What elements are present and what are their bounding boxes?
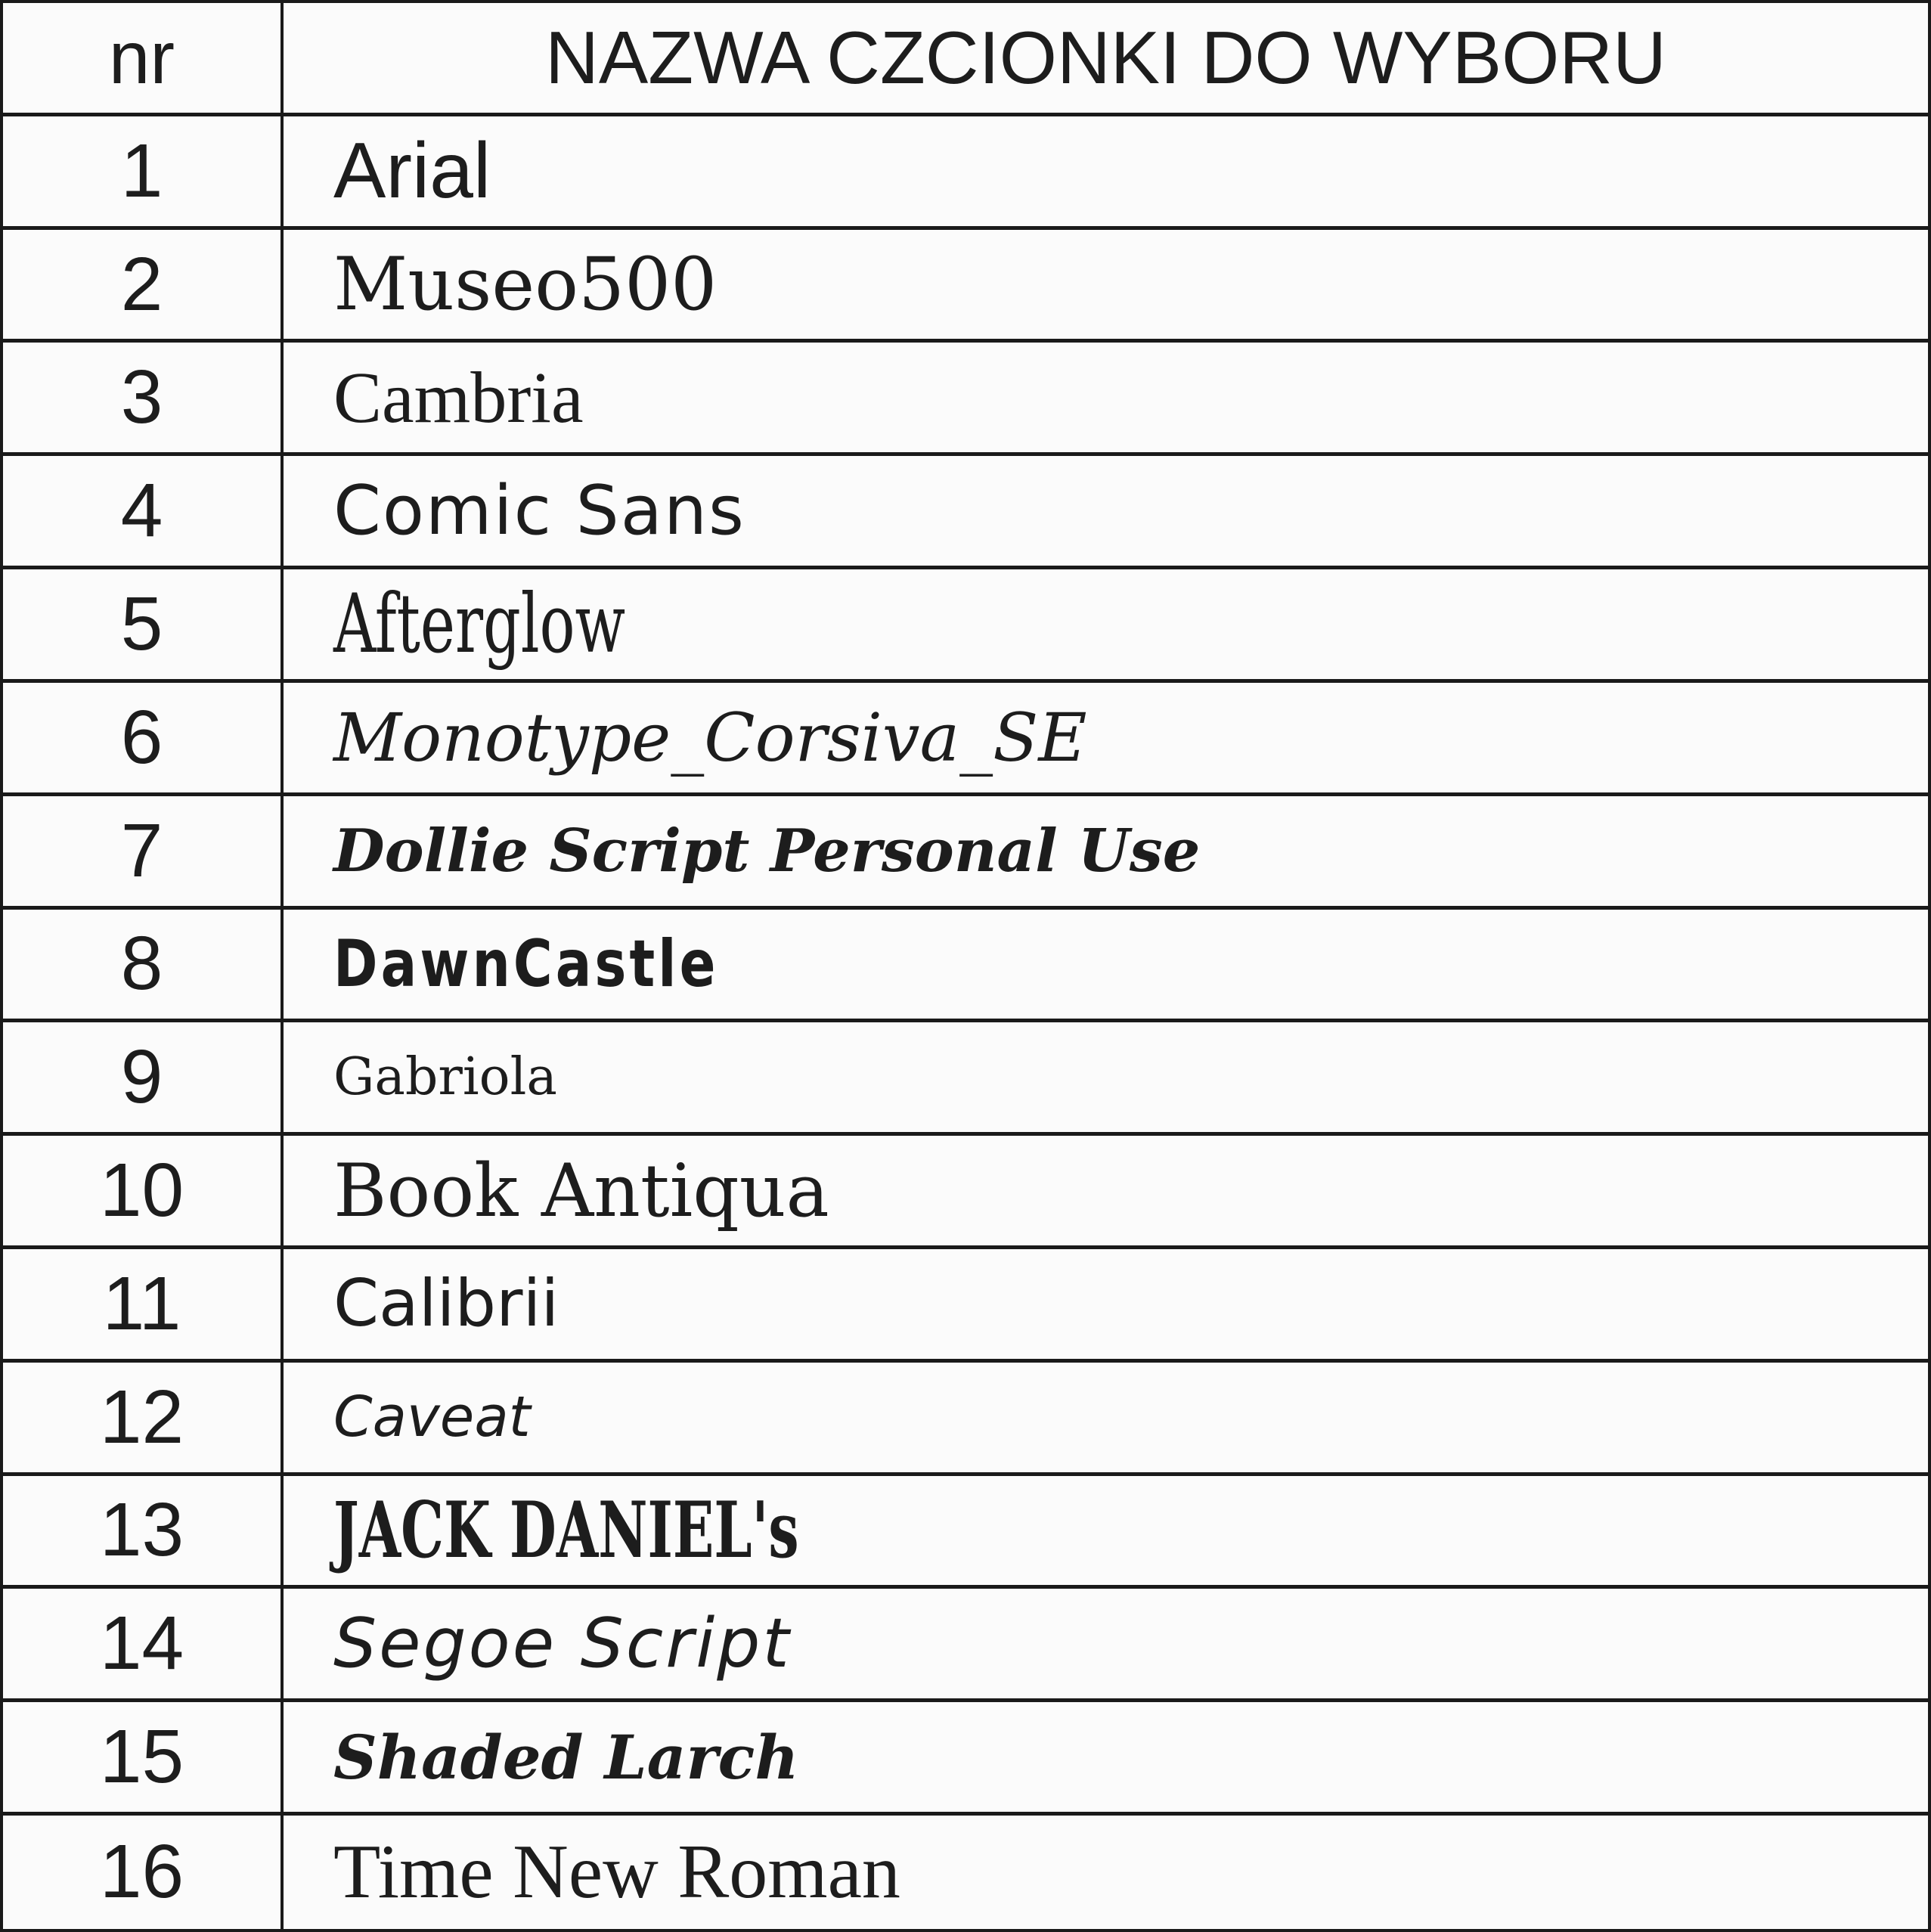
font-name-cell [284,230,1928,343]
font-name: Gabriola [333,1047,557,1108]
font-name-cell [284,569,1928,683]
font-name: DawnCastle [333,926,719,1002]
font-name-cell [284,1702,1928,1816]
row-number: 3 [120,355,163,440]
font-name: Dollie Script Personal Use [333,816,1201,885]
font-name: Segoe Script [333,1604,792,1684]
font-name: Monotype_Corsiva_SE [333,698,1087,777]
row-number: 4 [120,468,163,554]
column-header-nr-label: nr [108,15,175,99]
font-name-cell [284,1136,1928,1249]
font-name-cell [284,1249,1928,1363]
font-name: Afterglow [333,576,626,671]
row-number: 13 [99,1487,184,1573]
row-number: 8 [120,921,163,1006]
row-number-cell [3,1476,284,1589]
font-name-cell [284,343,1928,456]
row-number: 10 [99,1148,184,1233]
row-number-cell [3,343,284,456]
font-name: Cambria [333,357,584,439]
row-number-cell [3,1589,284,1702]
row-number: 6 [120,694,163,780]
column-header-font-name [284,3,1928,116]
font-name: Calibrii [333,1266,559,1342]
row-number-cell [3,1249,284,1363]
font-name-cell [284,1589,1928,1702]
row-number-cell [3,1702,284,1816]
row-number-cell [3,1136,284,1249]
font-name: Museo500 [333,242,718,327]
font-name-cell [284,456,1928,569]
font-name: Arial [333,126,491,215]
font-name: Caveat [333,1385,531,1450]
font-name: Shaded Larch [333,1721,799,1793]
row-number: 16 [99,1829,184,1915]
row-number: 14 [99,1601,184,1686]
row-number-cell [3,230,284,343]
row-number-cell [3,1022,284,1136]
font-name-cell [284,1022,1928,1136]
row-number: 2 [120,241,163,327]
row-number-cell [3,910,284,1023]
font-name: JACK DANIEL's [333,1484,799,1576]
row-number-cell [3,456,284,569]
font-name-cell [284,683,1928,796]
font-name-cell [284,1363,1928,1476]
row-number: 7 [120,808,163,893]
font-name-cell [284,1816,1928,1929]
font-name: Time New Roman [333,1829,900,1915]
font-name-cell [284,1476,1928,1589]
row-number-cell [3,683,284,796]
font-name: Book Antiqua [333,1148,829,1233]
column-header-nr [3,3,284,116]
font-name-cell [284,796,1928,910]
row-number: 11 [102,1261,181,1346]
row-number-cell [3,796,284,910]
font-name-cell [284,116,1928,230]
font-name-cell [284,910,1928,1023]
row-number: 12 [99,1374,184,1459]
row-number: 9 [120,1034,163,1120]
row-number: 5 [120,581,163,666]
row-number: 15 [99,1714,184,1800]
row-number-cell [3,1816,284,1929]
row-number-cell [3,569,284,683]
row-number-cell [3,1363,284,1476]
column-header-font-name-label: NAZWA CZCIONKI DO WYBORU [545,15,1666,99]
row-number-cell [3,116,284,230]
font-name: Comic Sans [333,471,745,551]
row-number: 1 [120,128,163,213]
